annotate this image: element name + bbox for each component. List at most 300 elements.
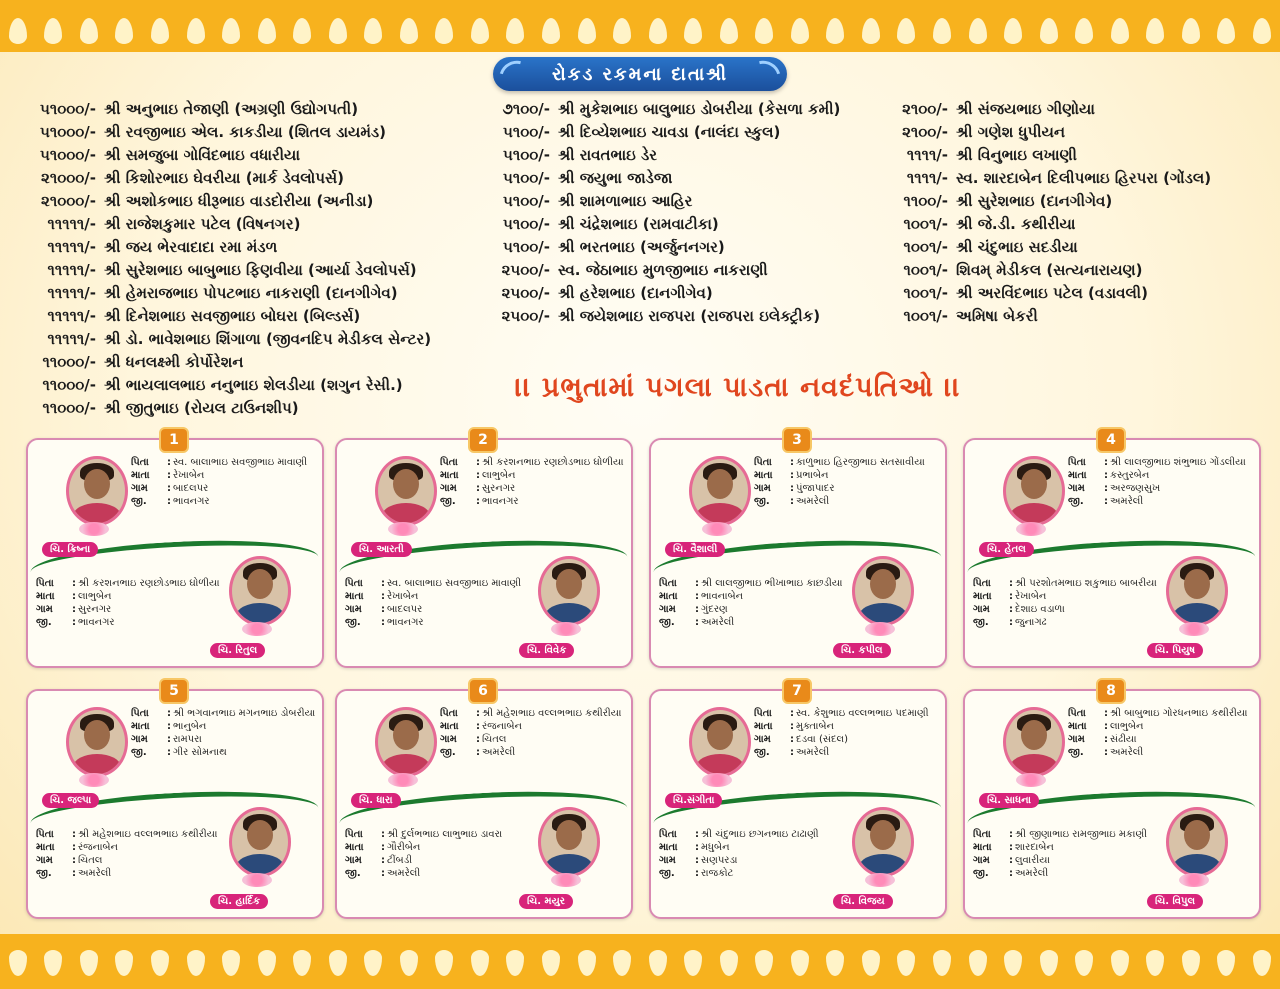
donor-name: શ્રી સુરેશભાઇ બાબુભાઇ ફિણવીયા (આર્યા ડેવલોપર્સ) xyxy=(104,261,417,279)
flower-ornament-icon xyxy=(79,773,109,787)
colon-separator: : xyxy=(72,855,76,866)
colon-separator: : xyxy=(1009,855,1013,866)
district-row xyxy=(754,495,939,508)
colon-separator: : xyxy=(167,457,171,468)
groom-photo xyxy=(1166,556,1228,626)
village-label: ગામ xyxy=(973,604,990,615)
colon-separator: : xyxy=(1104,734,1108,745)
bride-details xyxy=(754,707,939,759)
groom-details xyxy=(345,577,530,629)
donor-amount: ૧૦૦૧/- xyxy=(903,261,948,279)
petal-ornament-icon xyxy=(542,18,560,44)
donor-row xyxy=(28,121,431,144)
donor-row xyxy=(890,121,1211,144)
donor-name: શ્રી સુરેશભાઇ (દાનગીગેવ) xyxy=(956,192,1113,210)
mother-row xyxy=(131,469,316,482)
mother-row xyxy=(973,590,1158,603)
colon-separator: : xyxy=(476,483,480,494)
village-value: લુવારીયા xyxy=(1015,855,1050,866)
swirl-right-icon xyxy=(741,55,786,100)
groom-details xyxy=(345,828,530,880)
donor-amount: ૧૦૦૧/- xyxy=(903,307,948,325)
donor-amount: ૧૧૦૦૦/- xyxy=(42,376,96,394)
flower-ornament-icon xyxy=(388,773,418,787)
father-label: પિતા xyxy=(345,578,363,589)
flower-ornament-icon xyxy=(242,622,272,636)
donor-list-column-3 xyxy=(890,98,1211,328)
donor-row xyxy=(486,213,840,236)
village-row xyxy=(440,733,625,746)
district-value: અમરેલી xyxy=(796,496,830,507)
petal-ornament-icon xyxy=(649,18,667,44)
village-value: બાદલપર xyxy=(387,604,423,615)
donor-row xyxy=(28,282,431,305)
petal-ornament-icon xyxy=(115,950,133,976)
father-label: પિતા xyxy=(131,457,149,468)
village-row xyxy=(973,603,1158,616)
district-row xyxy=(754,746,939,759)
bottom-decorative-border xyxy=(0,934,1280,989)
village-value: ટીંબડી xyxy=(387,855,413,866)
village-row xyxy=(131,482,316,495)
flower-ornament-icon xyxy=(79,522,109,536)
groom-details xyxy=(36,828,221,880)
mother-row xyxy=(345,841,530,854)
colon-separator: : xyxy=(695,617,699,628)
face-shape xyxy=(556,569,582,599)
village-label: ગામ xyxy=(754,734,771,745)
couple-number-badge: 5 xyxy=(159,678,189,704)
couple-number-badge: 4 xyxy=(1096,427,1126,453)
mother-label: માતા xyxy=(36,591,55,602)
petal-ornament-icon xyxy=(1004,950,1022,976)
district-label: જી. xyxy=(345,868,361,879)
petal-ornament-icon xyxy=(613,18,631,44)
colon-separator: : xyxy=(476,496,480,507)
village-value: પુંજાપાદર xyxy=(796,483,835,494)
petal-ornament-icon xyxy=(293,18,311,44)
father-value: શ્રી બાબુભાઇ ગોરધનભાઇ કથીરીયા xyxy=(1110,708,1248,719)
colon-separator: : xyxy=(1009,842,1013,853)
petal-ornament-icon xyxy=(791,950,809,976)
father-row xyxy=(36,577,221,590)
village-value: અરજણસુખ xyxy=(1110,483,1161,494)
father-value: સ્વ. બાલાભાઇ સવજીભાઇ માવાણી xyxy=(173,457,308,468)
donor-amount: ૭૧૦૦/- xyxy=(502,100,550,118)
bride-photo xyxy=(1003,456,1065,526)
father-value: શ્રી જીણાભાઇ રામજીભાઇ મકાણી xyxy=(1015,829,1148,840)
bride-photo xyxy=(375,456,437,526)
donor-name: શ્રી ધનલક્ષ્મી કોર્પોરેશન xyxy=(104,353,244,371)
donor-amount: ૧૧૧૧/- xyxy=(906,169,948,187)
district-label: જી. xyxy=(36,617,52,628)
face-shape xyxy=(247,820,273,850)
father-value: શ્રી મહેશભાઇ વલ્લભભાઇ કથીરીયા xyxy=(78,829,218,840)
petal-ornament-icon xyxy=(187,18,205,44)
donor-name: શ્રી જયુભા જાડેજા xyxy=(558,169,673,187)
mother-value: શારદાબેન xyxy=(1015,842,1054,853)
petal-ornament-icon xyxy=(862,950,880,976)
donor-row xyxy=(486,190,840,213)
village-label: ગામ xyxy=(440,483,457,494)
father-row xyxy=(659,828,844,841)
colon-separator: : xyxy=(1104,747,1108,758)
district-value: રાજકોટ xyxy=(701,868,734,879)
father-label: પિતા xyxy=(754,708,772,719)
bride-details xyxy=(1068,707,1253,759)
district-row xyxy=(1068,746,1253,759)
donor-name: શ્રી કિશોરભાઇ ઘેવરીયા (માર્ક ડેવલોપર્સ) xyxy=(104,169,345,187)
father-label: પિતા xyxy=(754,457,772,468)
mother-label: માતા xyxy=(131,721,150,732)
mother-row xyxy=(36,841,221,854)
donor-row xyxy=(28,397,431,420)
mother-value: લાભુબેન xyxy=(1110,721,1144,732)
bride-details xyxy=(754,456,939,508)
village-label: ગામ xyxy=(36,604,53,615)
bride-name-label: ચિ.સંગીતા xyxy=(665,793,722,808)
mother-label: માતા xyxy=(659,842,678,853)
donor-row xyxy=(28,190,431,213)
petal-ornament-icon xyxy=(400,950,418,976)
father-value: શ્રી ભગવાનભાઇ મગનભાઇ ડોબરીયા xyxy=(173,708,316,719)
colon-separator: : xyxy=(381,617,385,628)
donor-row xyxy=(486,167,840,190)
donor-amount: ૧૦૦૧/- xyxy=(903,215,948,233)
father-label: પિતા xyxy=(36,829,54,840)
petal-ornament-icon xyxy=(506,18,524,44)
colon-separator: : xyxy=(1104,708,1108,719)
mother-label: માતા xyxy=(131,470,150,481)
mother-row xyxy=(345,590,530,603)
district-value: ભાવનગર xyxy=(387,617,424,628)
groom-photo xyxy=(229,556,291,626)
mother-label: માતા xyxy=(1068,721,1087,732)
petal-ornament-icon xyxy=(9,18,27,44)
village-row xyxy=(131,733,316,746)
colon-separator: : xyxy=(476,734,480,745)
petal-ornament-icon xyxy=(613,950,631,976)
groom-photo xyxy=(852,556,914,626)
village-row xyxy=(754,482,939,495)
donor-amount: ૫૧૦૦/- xyxy=(503,238,550,256)
bride-details xyxy=(440,456,625,508)
donor-name: શ્રી રાવતભાઇ ડેર xyxy=(558,146,657,164)
petal-ornament-icon xyxy=(258,950,276,976)
bride-name-label: ચિ. ક્રિષ્ના xyxy=(42,542,98,557)
donor-name: શ્રી સમજુબા ગોવિંદભાઇ વધારીયા xyxy=(104,146,300,164)
petal-ornament-icon xyxy=(435,18,453,44)
district-value: અમરેલી xyxy=(1110,747,1144,758)
donor-list-column-1 xyxy=(28,98,431,420)
colon-separator: : xyxy=(1009,591,1013,602)
donor-name: શ્રી દિનેશભાઇ સવજીભાઇ બોઘરા (બિલ્ડર્સ) xyxy=(104,307,361,325)
district-value: અમરેલી xyxy=(1015,868,1049,879)
petal-ornament-icon xyxy=(649,950,667,976)
village-row xyxy=(36,603,221,616)
bride-name-label: ચિ. ધારા xyxy=(351,793,401,808)
bride-photo xyxy=(66,707,128,777)
couple-card xyxy=(963,683,1261,919)
district-label: જી. xyxy=(1068,496,1084,507)
mother-value: ભાવનાબેન xyxy=(701,591,744,602)
father-value: શ્રી કરશનભાઇ રણછોડભાઇ ઘોળીયા xyxy=(78,578,220,589)
flower-ornament-icon xyxy=(551,873,581,887)
donor-list-column-2 xyxy=(486,98,840,328)
father-row xyxy=(36,828,221,841)
groom-photo xyxy=(1166,807,1228,877)
groom-details xyxy=(659,577,844,629)
petal-ornament-icon xyxy=(1040,950,1058,976)
petal-ornament-icon xyxy=(1146,18,1164,44)
colon-separator: : xyxy=(1009,868,1013,879)
petal-ornament-icon xyxy=(44,950,62,976)
donor-row xyxy=(486,98,840,121)
donor-amount: ૧૧૧૧૧/- xyxy=(47,238,96,256)
petal-ornament-icon xyxy=(684,950,702,976)
groom-name-label: ચિ. વિવેક xyxy=(519,643,574,658)
couple-number-badge: 3 xyxy=(782,427,812,453)
bride-photo xyxy=(375,707,437,777)
flower-ornament-icon xyxy=(551,622,581,636)
petal-ornament-icon xyxy=(9,950,27,976)
colon-separator: : xyxy=(790,457,794,468)
district-label: જી. xyxy=(36,868,52,879)
donor-row xyxy=(890,305,1211,328)
colon-separator: : xyxy=(476,721,480,732)
village-value: સુરનગર xyxy=(78,604,112,615)
colon-separator: : xyxy=(72,842,76,853)
mother-value: ભાનુબેન xyxy=(173,721,207,732)
district-value: ગીર સોમનાથ xyxy=(173,747,227,758)
colon-separator: : xyxy=(790,747,794,758)
father-label: પિતા xyxy=(345,829,363,840)
donor-amount: ૨૫૦૦/- xyxy=(501,261,550,279)
petal-ornament-icon xyxy=(720,950,738,976)
colon-separator: : xyxy=(695,842,699,853)
father-label: પિતા xyxy=(973,829,991,840)
couple-card xyxy=(649,432,947,668)
colon-separator: : xyxy=(167,483,171,494)
couple-number-badge: 2 xyxy=(468,427,498,453)
mother-value: રેખાબેન xyxy=(1015,591,1047,602)
mother-row xyxy=(659,590,844,603)
mother-label: માતા xyxy=(973,842,992,853)
donor-name: શ્રી ડો. ભાવેશભાઇ શિંગાળા (જીવનદિપ મેડીકલ સેન્ટર) xyxy=(104,330,432,348)
face-shape xyxy=(393,469,419,499)
petal-ornament-icon xyxy=(471,18,489,44)
petal-ornament-icon xyxy=(1217,950,1235,976)
donor-name: અમિષા બેકરી xyxy=(956,307,1038,325)
village-row xyxy=(1068,733,1253,746)
colon-separator: : xyxy=(1104,457,1108,468)
donor-amount: ૫૧૦૦/- xyxy=(503,146,550,164)
district-label: જી. xyxy=(659,868,675,879)
mother-label: માતા xyxy=(36,842,55,853)
couple-number-badge: 8 xyxy=(1096,678,1126,704)
colon-separator: : xyxy=(1009,604,1013,615)
petal-ornament-icon xyxy=(1182,18,1200,44)
donor-row xyxy=(890,167,1211,190)
donor-row xyxy=(890,282,1211,305)
petal-ornament-icon xyxy=(969,18,987,44)
district-row xyxy=(440,746,625,759)
donor-row xyxy=(486,259,840,282)
bride-name-label: ચિ. આરતી xyxy=(351,542,412,557)
district-row xyxy=(36,867,221,880)
petal-ornament-icon xyxy=(897,950,915,976)
groom-name-label: ચિ. વિજય xyxy=(833,894,893,909)
colon-separator: : xyxy=(72,578,76,589)
father-value: શ્રી ચંદુભાઇ છગનભાઇ ટાઢાણી xyxy=(701,829,819,840)
donor-amount: ૨૫૦૦/- xyxy=(501,284,550,302)
petal-ornament-icon xyxy=(1253,950,1271,976)
colon-separator: : xyxy=(695,604,699,615)
donor-name: સ્વ. શારદાબેન દિલીપભાઇ હિરપરા (ગોંડલ) xyxy=(956,169,1212,187)
village-label: ગામ xyxy=(131,483,148,494)
mother-value: રેખાબેન xyxy=(173,470,205,481)
colon-separator: : xyxy=(167,708,171,719)
top-decorative-border xyxy=(0,0,1280,52)
donor-amount: ૫૧૦૦૦/- xyxy=(40,146,96,164)
father-label: પિતા xyxy=(1068,457,1086,468)
district-label: જી. xyxy=(973,617,989,628)
village-label: ગામ xyxy=(659,604,676,615)
petal-ornament-icon xyxy=(151,18,169,44)
village-label: ગામ xyxy=(345,855,362,866)
flower-ornament-icon xyxy=(702,522,732,536)
donor-amount: ૧૧૧૧૧/- xyxy=(47,307,96,325)
colon-separator: : xyxy=(167,721,171,732)
petal-ornament-icon xyxy=(1182,950,1200,976)
father-row xyxy=(345,828,530,841)
petal-ornament-icon xyxy=(258,18,276,44)
village-label: ગામ xyxy=(754,483,771,494)
donor-row xyxy=(28,351,431,374)
mother-value: રંજનાબેન xyxy=(482,721,523,732)
donor-name: શ્રી હેમરાજભાઇ પોપટભાઇ નાકરાણી (દાનગીગેવ) xyxy=(104,284,398,302)
father-row xyxy=(754,707,939,720)
mother-row xyxy=(440,469,625,482)
mother-label: માતા xyxy=(440,721,459,732)
father-label: પિતા xyxy=(659,829,677,840)
face-shape xyxy=(1184,569,1210,599)
donor-row xyxy=(890,190,1211,213)
father-value: શ્રી કરશનભાઇ રણછોડભાઇ ઘોળીયા xyxy=(482,457,624,468)
village-value: સંઢીયા xyxy=(1110,734,1137,745)
father-row xyxy=(440,707,625,720)
groom-name-label: ચિ. રિતુલ xyxy=(210,643,265,658)
couple-card xyxy=(649,683,947,919)
father-value: સ્વ. કેશુભાઇ વલ્લભભાઇ પદમાણી xyxy=(796,708,929,719)
donor-row xyxy=(28,213,431,236)
mother-value: લાભુબેન xyxy=(482,470,516,481)
village-label: ગામ xyxy=(36,855,53,866)
village-label: ગામ xyxy=(659,855,676,866)
bride-photo xyxy=(1003,707,1065,777)
donor-amount: ૧૧૧૧૧/- xyxy=(47,215,96,233)
donor-row xyxy=(890,236,1211,259)
donor-amount: ૫૧૦૦૦/- xyxy=(40,123,96,141)
village-row xyxy=(659,603,844,616)
donor-amount: ૧૦૦૧/- xyxy=(903,238,948,256)
mother-row xyxy=(131,720,316,733)
colon-separator: : xyxy=(1009,578,1013,589)
district-label: જી. xyxy=(131,496,147,507)
donor-name: શ્રી ગણેશ ધુપીયન xyxy=(956,123,1066,141)
donor-amount: ૫૧૦૦/- xyxy=(503,123,550,141)
father-label: પિતા xyxy=(131,708,149,719)
couple-number-badge: 7 xyxy=(782,678,812,704)
father-row xyxy=(1068,707,1253,720)
district-value: અમરેલી xyxy=(482,747,516,758)
couple-card xyxy=(26,683,324,919)
village-value: ચિતલ xyxy=(78,855,103,866)
colon-separator: : xyxy=(381,868,385,879)
colon-separator: : xyxy=(381,578,385,589)
petal-ornament-icon xyxy=(933,18,951,44)
village-label: ગામ xyxy=(131,734,148,745)
petal-ornament-icon xyxy=(364,950,382,976)
groom-details xyxy=(36,577,221,629)
district-row xyxy=(1068,495,1253,508)
colon-separator: : xyxy=(72,604,76,615)
village-value: રામપરા xyxy=(173,734,202,745)
petal-ornament-icon xyxy=(44,18,62,44)
petal-ornament-icon xyxy=(684,18,702,44)
flower-ornament-icon xyxy=(1016,773,1046,787)
mother-label: માતા xyxy=(754,721,773,732)
groom-photo xyxy=(229,807,291,877)
petal-ornament-icon xyxy=(755,18,773,44)
father-row xyxy=(659,577,844,590)
mother-label: માતા xyxy=(973,591,992,602)
village-value: સણપરડા xyxy=(701,855,738,866)
donor-name: શ્રી મુકેશભાઇ બાલુભાઇ ડોબરીયા (કેસળા કમી) xyxy=(558,100,841,118)
mother-value: મધુબેન xyxy=(701,842,730,853)
donor-name: શ્રી જીતુભાઇ (રોયલ ટાઉનશીપ) xyxy=(104,399,299,417)
father-label: પિતા xyxy=(440,708,458,719)
donor-amount: ૧૧૧૧૧/- xyxy=(47,330,96,348)
village-row xyxy=(345,603,530,616)
bride-name-label: ચિ. હેતલ xyxy=(979,542,1034,557)
mother-row xyxy=(754,720,939,733)
district-value: અમરેલી xyxy=(1110,496,1144,507)
petal-ornament-icon xyxy=(720,18,738,44)
mother-row xyxy=(1068,469,1253,482)
colon-separator: : xyxy=(167,747,171,758)
donor-row xyxy=(890,144,1211,167)
colon-separator: : xyxy=(1104,483,1108,494)
petal-ornament-icon xyxy=(1253,18,1271,44)
district-row xyxy=(131,746,316,759)
flower-ornament-icon xyxy=(242,873,272,887)
face-shape xyxy=(1021,720,1047,750)
district-row xyxy=(659,616,844,629)
village-row xyxy=(754,733,939,746)
donor-row xyxy=(486,305,840,328)
father-label: પિતા xyxy=(440,457,458,468)
district-label: જી. xyxy=(440,496,456,507)
district-label: જી. xyxy=(345,617,361,628)
district-row xyxy=(131,495,316,508)
colon-separator: : xyxy=(72,617,76,628)
mother-value: કસ્તુરબેન xyxy=(1110,470,1150,481)
donor-row xyxy=(28,374,431,397)
face-shape xyxy=(1021,469,1047,499)
donor-amount: ૧૧૧૧/- xyxy=(906,146,948,164)
bride-name-label: ચિ. સાધના xyxy=(979,793,1039,808)
